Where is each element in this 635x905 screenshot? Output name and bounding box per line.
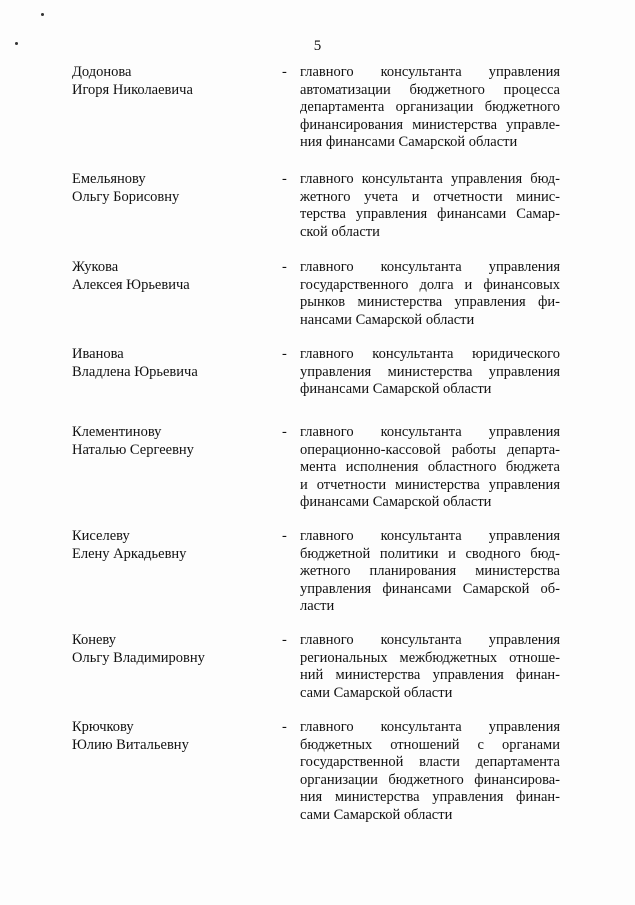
position-line: государственной власти департамента xyxy=(300,754,560,770)
surname: Иванова xyxy=(72,346,124,362)
position-line: региональных межбюджетных отноше- xyxy=(300,649,560,666)
position-line: финансами Самарской области xyxy=(300,381,492,397)
position-line: автоматизации бюджетного процесса xyxy=(300,81,560,98)
person-name xyxy=(72,346,272,381)
position-line: финансами Самарской области xyxy=(300,494,492,510)
surname: Киселеву xyxy=(72,528,130,544)
given-names: Юлию Витальевну xyxy=(72,736,189,753)
position-line: жетного учета и отчетности минис- xyxy=(300,188,560,205)
person-name xyxy=(72,719,272,754)
position-line: жетного планирования министерства xyxy=(300,563,560,579)
position-title xyxy=(300,259,560,329)
position-line: бюджетных отношений с органами xyxy=(300,736,560,753)
position-title xyxy=(300,632,560,702)
position-line: департамента организации бюджетного xyxy=(300,99,560,115)
position-line: ской области xyxy=(300,223,380,240)
given-names: Алексея Юрьевича xyxy=(72,276,190,293)
given-names: Ольгу Борисовну xyxy=(72,188,180,205)
dash: - xyxy=(282,719,287,735)
dash: - xyxy=(282,171,287,187)
position-line: главного консультанта управления xyxy=(300,632,560,648)
position-line: ласти xyxy=(300,598,335,614)
position-title xyxy=(300,346,560,399)
position-line: главного консультанта управления xyxy=(300,528,560,544)
position-line: рынков министерства управления фи- xyxy=(300,294,560,310)
position-line: ний министерства управления финан- xyxy=(300,667,560,683)
position-line: терства управления финансами Самар- xyxy=(300,206,560,222)
position-line: ния финансами Самарской области xyxy=(300,134,518,150)
given-names: Наталью Сергеевну xyxy=(72,441,194,458)
given-names: Игоря Николаевича xyxy=(72,81,193,98)
position-line: бюджетной политики и сводного бюд- xyxy=(300,545,560,562)
surname: Коневу xyxy=(72,632,116,648)
position-line: финансирования министерства управле- xyxy=(300,116,560,133)
position-line: операционно-кассовой работы департа- xyxy=(300,441,560,458)
dash: - xyxy=(282,64,287,80)
person-name xyxy=(72,424,272,459)
surname: Додонова xyxy=(72,64,132,80)
position-line: главного консультанта управления xyxy=(300,424,560,440)
position-line: нансами Самарской области xyxy=(300,311,475,328)
position-line: главного консультанта управления бюд- xyxy=(300,171,560,187)
position-title xyxy=(300,171,560,241)
position-line: ния министерства управления финан- xyxy=(300,789,560,805)
position-line: и отчетности министерства управления xyxy=(300,476,560,493)
position-title xyxy=(300,424,560,512)
position-line: управления финансами Самарской об- xyxy=(300,580,560,597)
position-line: управления министерства управления xyxy=(300,363,560,380)
position-line: главного консультанта управления xyxy=(300,259,560,275)
person-name xyxy=(72,171,272,206)
dash: - xyxy=(282,424,287,440)
dash: - xyxy=(282,346,287,362)
surname: Жукова xyxy=(72,259,119,275)
person-name xyxy=(72,528,272,563)
dash: - xyxy=(282,632,287,648)
position-title xyxy=(300,719,560,824)
position-line: организации бюджетного финансирова- xyxy=(300,771,560,788)
position-line: главного консультанта управления xyxy=(300,719,560,735)
given-names: Владлена Юрьевича xyxy=(72,363,198,380)
position-line: сами Самарской области xyxy=(300,806,453,823)
surname: Крючкову xyxy=(72,719,134,735)
scan-speck xyxy=(41,13,44,16)
surname: Емельянову xyxy=(72,171,146,187)
position-line: главного консультанта юридического xyxy=(300,346,560,362)
position-line: сами Самарской области xyxy=(300,684,453,701)
given-names: Ольгу Владимировну xyxy=(72,649,205,666)
dash: - xyxy=(282,528,287,544)
person-name xyxy=(72,64,272,99)
dash: - xyxy=(282,259,287,275)
surname: Клементинову xyxy=(72,424,162,440)
page-number: 5 xyxy=(313,38,322,54)
position-line: главного консультанта управления xyxy=(300,64,560,80)
position-title xyxy=(300,64,560,152)
person-name xyxy=(72,259,272,294)
given-names: Елену Аркадьевну xyxy=(72,545,187,562)
position-line: государственного долга и финансовых xyxy=(300,276,560,293)
position-title xyxy=(300,528,560,616)
position-line: мента исполнения областного бюджета xyxy=(300,459,560,475)
person-name xyxy=(72,632,272,667)
